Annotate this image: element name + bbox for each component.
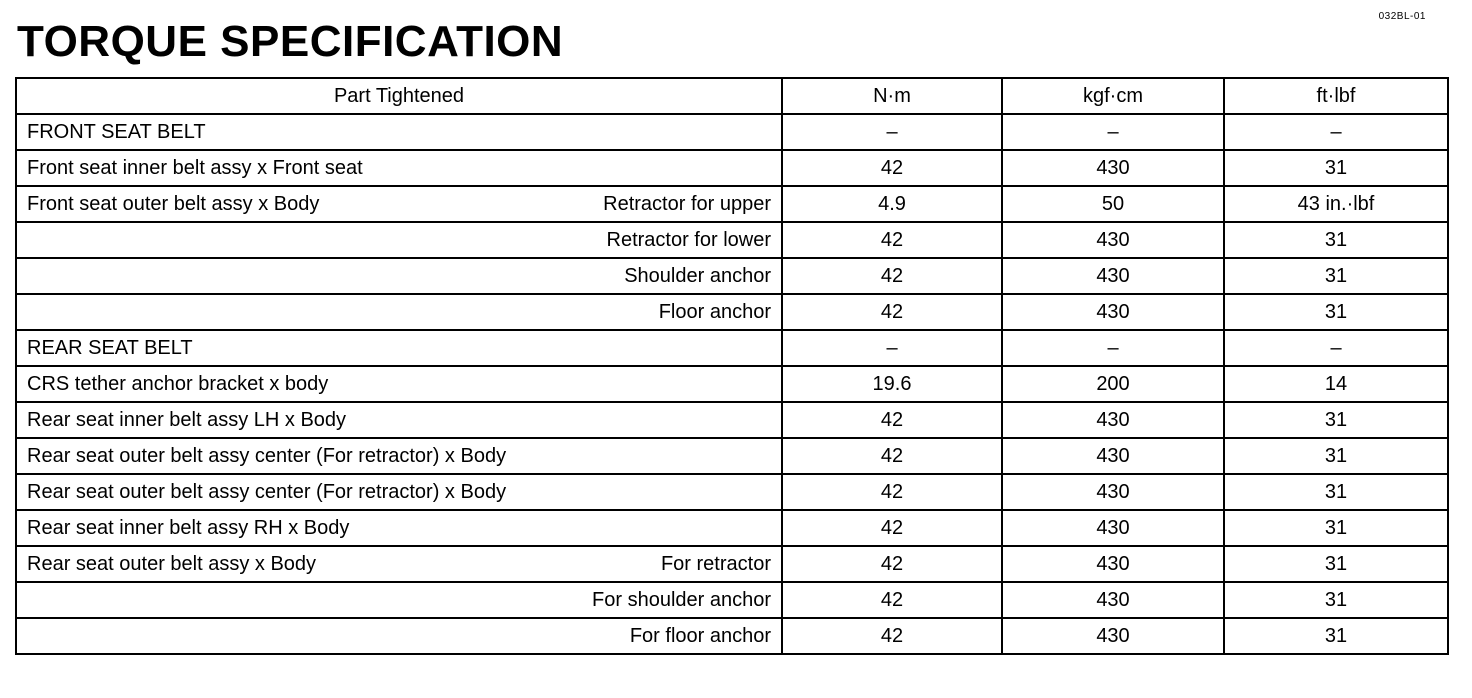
- part-location: Shoulder anchor: [624, 264, 771, 287]
- table-header-row: [16, 78, 1448, 114]
- kgf-cm-value: 430: [1002, 618, 1224, 654]
- ft-lbf-value: 31: [1224, 438, 1448, 474]
- part-name: Rear seat outer belt assy center (For retractor) x Body: [27, 444, 507, 467]
- page-title: TORQUE SPECIFICATION: [17, 17, 564, 66]
- ft-lbf-value: –: [1224, 114, 1448, 150]
- part-name: Rear seat outer belt assy center (For retractor) x Body: [27, 480, 507, 503]
- nm-value: 4.9: [782, 186, 1002, 222]
- ft-lbf-value: 14: [1224, 366, 1448, 402]
- table-row: [16, 582, 1448, 618]
- part-cell: [16, 366, 782, 402]
- ft-lbf-value: 31: [1224, 222, 1448, 258]
- ft-lbf-value: 43 in.·lbf: [1224, 186, 1448, 222]
- part-cell: [16, 294, 782, 330]
- part-cell: [16, 618, 782, 654]
- table-row: [16, 438, 1448, 474]
- nm-value: 42: [782, 510, 1002, 546]
- table-row: [16, 366, 1448, 402]
- part-location: For shoulder anchor: [592, 588, 771, 611]
- header-nm: N·m: [782, 78, 1002, 114]
- table-row: [16, 114, 1448, 150]
- part-location: For floor anchor: [629, 624, 771, 647]
- ft-lbf-value: 31: [1224, 294, 1448, 330]
- part-cell: [16, 222, 782, 258]
- kgf-cm-value: 430: [1002, 294, 1224, 330]
- table-row: [16, 618, 1448, 654]
- kgf-cm-value: 430: [1002, 438, 1224, 474]
- part-cell: [16, 438, 782, 474]
- nm-value: –: [782, 114, 1002, 150]
- nm-value: 42: [782, 150, 1002, 186]
- part-cell: [16, 474, 782, 510]
- kgf-cm-value: –: [1002, 330, 1224, 366]
- part-name: FRONT SEAT BELT: [27, 120, 206, 143]
- header-part-tightened: Part Tightened: [16, 78, 782, 114]
- part-cell: [16, 546, 782, 582]
- ft-lbf-value: 31: [1224, 474, 1448, 510]
- ft-lbf-value: 31: [1224, 150, 1448, 186]
- kgf-cm-value: 430: [1002, 222, 1224, 258]
- nm-value: 42: [782, 582, 1002, 618]
- part-name: Rear seat inner belt assy LH x Body: [27, 408, 347, 431]
- table-body: [16, 114, 1448, 654]
- kgf-cm-value: 200: [1002, 366, 1224, 402]
- nm-value: 19.6: [782, 366, 1002, 402]
- kgf-cm-value: –: [1002, 114, 1224, 150]
- part-cell: [16, 510, 782, 546]
- nm-value: 42: [782, 222, 1002, 258]
- table-row: [16, 402, 1448, 438]
- part-cell: [16, 402, 782, 438]
- part-name: Front seat inner belt assy x Front seat: [27, 156, 363, 179]
- kgf-cm-value: 430: [1002, 258, 1224, 294]
- kgf-cm-value: 430: [1002, 582, 1224, 618]
- nm-value: 42: [782, 546, 1002, 582]
- part-location: Retractor for upper: [603, 192, 771, 215]
- part-name: Rear seat inner belt assy RH x Body: [27, 516, 350, 539]
- nm-value: 42: [782, 258, 1002, 294]
- table-row: [16, 330, 1448, 366]
- ft-lbf-value: 31: [1224, 546, 1448, 582]
- part-name: REAR SEAT BELT: [27, 336, 193, 359]
- part-name: Rear seat outer belt assy x Body: [27, 552, 317, 575]
- kgf-cm-value: 50: [1002, 186, 1224, 222]
- ft-lbf-value: –: [1224, 330, 1448, 366]
- part-cell: [16, 258, 782, 294]
- part-cell: [16, 330, 782, 366]
- table-row: [16, 474, 1448, 510]
- nm-value: 42: [782, 402, 1002, 438]
- part-location: For retractor: [660, 552, 771, 575]
- header-ft-lbf: ft·lbf: [1224, 78, 1448, 114]
- kgf-cm-value: 430: [1002, 510, 1224, 546]
- kgf-cm-value: 430: [1002, 546, 1224, 582]
- nm-value: 42: [782, 618, 1002, 654]
- table-row: [16, 186, 1448, 222]
- ft-lbf-value: 31: [1224, 402, 1448, 438]
- table-row: [16, 510, 1448, 546]
- table-row: [16, 222, 1448, 258]
- table-row: [16, 150, 1448, 186]
- table-row: [16, 546, 1448, 582]
- nm-value: 42: [782, 294, 1002, 330]
- table-row: [16, 294, 1448, 330]
- kgf-cm-value: 430: [1002, 150, 1224, 186]
- kgf-cm-value: 430: [1002, 474, 1224, 510]
- nm-value: 42: [782, 438, 1002, 474]
- ft-lbf-value: 31: [1224, 258, 1448, 294]
- part-location: Floor anchor: [658, 300, 771, 323]
- torque-table: [15, 77, 1449, 655]
- part-name: CRS tether anchor bracket x body: [27, 372, 329, 395]
- kgf-cm-value: 430: [1002, 402, 1224, 438]
- part-location: Retractor for lower: [606, 228, 771, 251]
- ft-lbf-value: 31: [1224, 510, 1448, 546]
- document-code: 032BL-01: [1378, 11, 1426, 22]
- table-row: [16, 258, 1448, 294]
- nm-value: 42: [782, 474, 1002, 510]
- part-cell: [16, 150, 782, 186]
- nm-value: –: [782, 330, 1002, 366]
- part-cell: [16, 186, 782, 222]
- ft-lbf-value: 31: [1224, 618, 1448, 654]
- part-name: Front seat outer belt assy x Body: [27, 192, 320, 215]
- part-cell: [16, 114, 782, 150]
- ft-lbf-value: 31: [1224, 582, 1448, 618]
- part-cell: [16, 582, 782, 618]
- header-kgf-cm: kgf·cm: [1002, 78, 1224, 114]
